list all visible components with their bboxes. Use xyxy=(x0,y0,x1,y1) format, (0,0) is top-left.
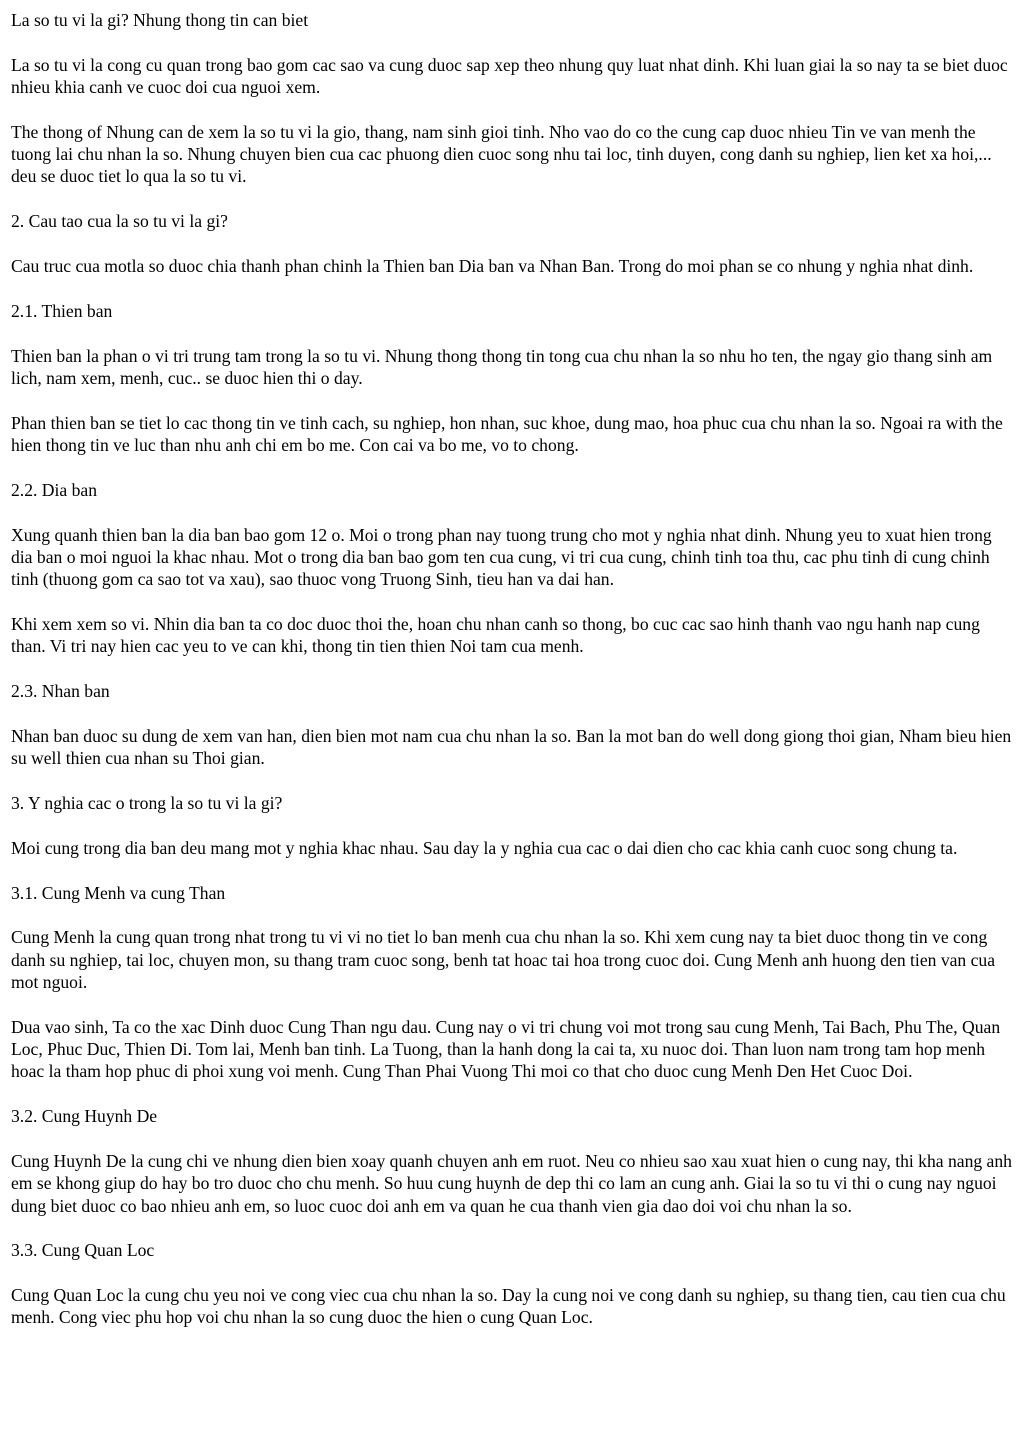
paragraph-cung-menh-1: Cung Menh la cung quan trong nhat trong tu vi vi no tiet lo ban menh cua chu nhan la so. Khi xem cung nay ta biet duoc thong tin ve cong danh su nghiep, tai loc, chuyen mon, su thang tram cuoc song, benh tat hoac tai hoa trong cuoc doi. Cung Menh anh huong den tien van cua mot nguoi. xyxy=(11,927,996,993)
paragraph-cung-menh-2: Dua vao sinh, Ta co the xac Dinh duoc Cung Than ngu dau. Cung nay o vi tri chung voi mot trong sau cung Menh, Tai Bach, Phu The, Quan Loc, Phuc Duc, Thien Di. Tom lai, Menh ban tinh. La Tuong, than la hanh dong la cai ta, xu nuoc doi. Than luon nam trong tam hop menh hoac la tham hop phuc di phoi xung voi menh. Cung Than Phai Vuong Thi moi co that cho duoc cung Menh Den Het Cuoc Doi. xyxy=(11,1016,1001,1082)
paragraph-meaning: Moi cung trong dia ban deu mang mot y nghia khac nhau. Sau day la y nghia cua cac o dai dien cho cac khia canh cuoc song chung ta. xyxy=(11,837,958,858)
section-heading-cung-menh: 3.1. Cung Menh va cung Than xyxy=(11,882,226,903)
paragraph-thien-ban-2: Phan thien ban se tiet lo cac thong tin ve tinh cach, su nghiep, hon nhan, suc khoe, dung mao, hoa phuc cua chu nhan la so. Ngoai ra with the hien thong tin ve luc than nhu anh chi em bo me. Con cai va bo me, vo to chong. xyxy=(11,412,1003,456)
section-heading-dia-ban: 2.2. Dia ban xyxy=(11,479,97,500)
section-heading-thien-ban: 2.1. Thien ban xyxy=(11,300,113,321)
paragraph-cung-quan-loc: Cung Quan Loc la cung chu yeu noi ve cong viec cua chu nhan la so. Day la cung noi ve cong danh su nghiep, su thang tien, cau tien cua chu menh. Cong viec phu hop voi chu nhan la so cung duoc the hien o cung Quan Loc. xyxy=(11,1285,1006,1328)
section-heading-cung-quan-loc: 3.3. Cung Quan Loc xyxy=(11,1240,155,1261)
paragraph-structure: Cau truc cua motla so duoc chia thanh phan chinh la Thien ban Dia ban va Nhan Ban. Trong do moi phan se co nhung y nghia nhat dinh. xyxy=(11,256,974,277)
section-heading-nhan-ban: 2.3. Nhan ban xyxy=(11,681,110,702)
paragraph-intro: La so tu vi la cong cu quan trong bao gom cac sao va cung duoc sap xep theo nhung quy luat nhat dinh. Khi luan giai la so nay ta se biet duoc nhieu khia canh ve cuoc doi cua nguoi xem. xyxy=(11,54,1008,98)
paragraph-birth-info: The thong of Nhung can de xem la so tu vi la gio, thang, nam sinh gioi tinh. Nho vao do co the cung cap duoc nhieu Tin ve van menh the tuong lai chu nhan la so. Nhung chuyen bien cua cac phuong dien cuoc song nhu tai loc, tinh duyen, cong danh su nghiep, lien ket xa hoi,... deu se duoc tiet lo qua la so tu vi. xyxy=(11,121,992,187)
section-heading-structure: 2. Cau tao cua la so tu vi la gi? xyxy=(11,211,228,232)
section-heading-meaning: 3. Y nghia cac o trong la so tu vi la gi? xyxy=(11,793,283,814)
paragraph-dia-ban-2: Khi xem xem so vi. Nhin dia ban ta co doc duoc thoi the, hoan chu nhan canh so thong, bo cuc cac sao hinh thanh vao ngu hanh nap cung than. Vi tri nay hien cac yeu to ve can khi, thong tin tien thien Noi tam cua menh. xyxy=(11,614,980,657)
paragraph-thien-ban-1: Thien ban la phan o vi tri trung tam trong la so tu vi. Nhung thong thong tin tong cua chu nhan la so nhu ho ten, the ngay gio thang sinh am lich, nam xem, menh, cuc.. se duoc hien thi o day. xyxy=(11,345,993,388)
document-title: La so tu vi la gi? Nhung thong tin can biet xyxy=(11,10,309,30)
section-heading-cung-huynh-de: 3.2. Cung Huynh De xyxy=(11,1106,158,1127)
paragraph-cung-huynh-de: Cung Huynh De la cung chi ve nhung dien bien xoay quanh chuyen anh em ruot. Neu co nhieu sao xau xuat hien o cung nay, thi kha nang anh em se khong giup do hay bo tro duoc cho chu menh. So huu cung huynh de dep thi co lam an cung anh. Giai la so tu vi thi o cung nay nguoi dung biet duoc co bao nhieu anh em, so luoc cuoc doi anh em va quan he cua thanh vien gia dao doi voi chu nhan la so. xyxy=(11,1151,1012,1216)
paragraph-dia-ban-1: Xung quanh thien ban la dia ban bao gom 12 o. Moi o trong phan nay tuong trung cho mot y nghia nhat dinh. Nhung yeu to xuat hien trong dia ban o moi nguoi la khac nhau. Mot o trong dia ban bao gom ten cua cung, vi tri cua cung, chinh tinh toa thu, cac phu tinh di cung chinh tinh (thuong gom ca sao tot va xau), sao thuoc vong Truong Sinh, tieu han va dai han. xyxy=(11,524,992,590)
paragraph-nhan-ban: Nhan ban duoc su dung de xem van han, dien bien mot nam cua chu nhan la so. Ban la mot ban do well dong giong thoi gian, Nham bieu hien su well thien cua nhan su Thoi gian. xyxy=(11,725,1012,769)
